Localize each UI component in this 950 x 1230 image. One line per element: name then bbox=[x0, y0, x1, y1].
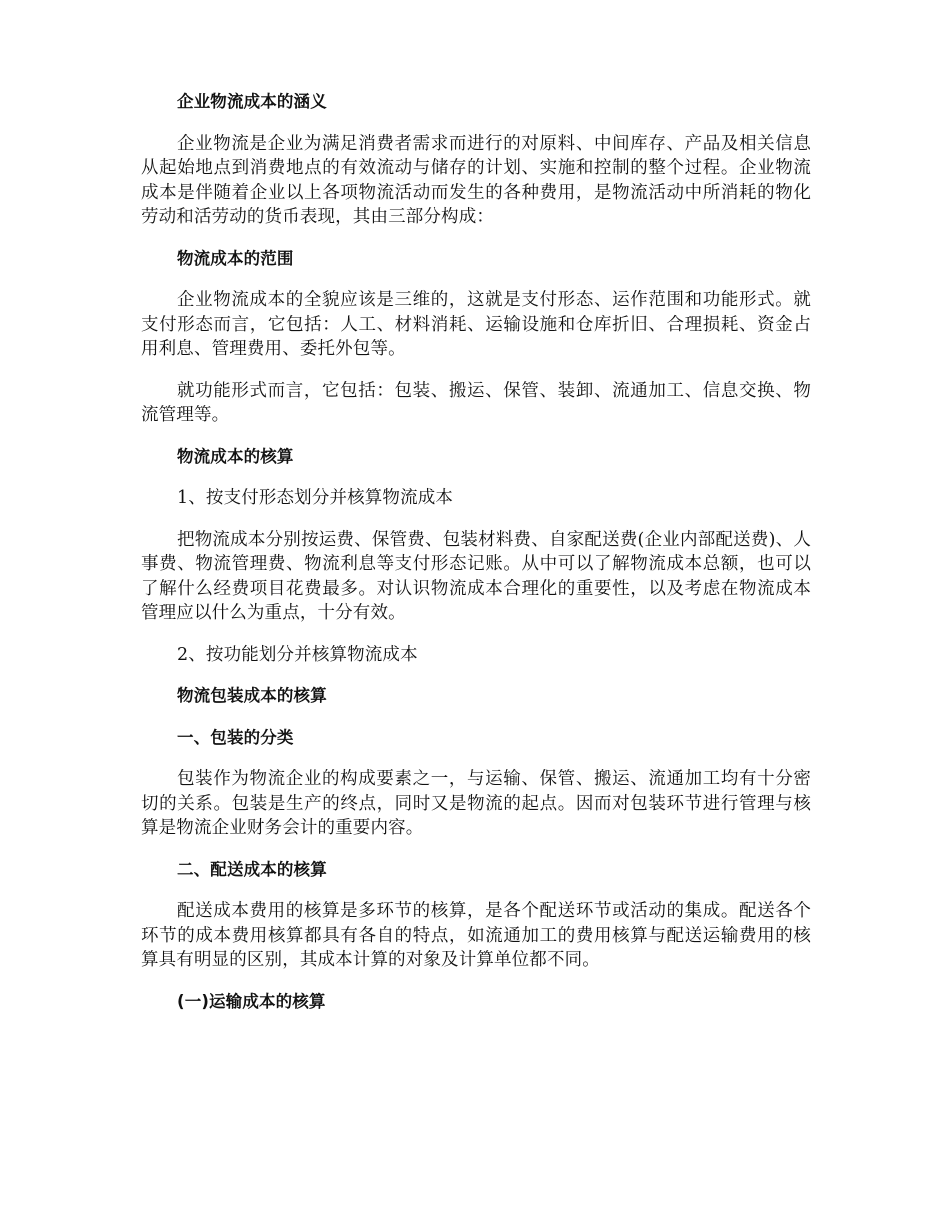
paragraph-logistics-cost-definition: 企业物流是企业为满足消费者需求而进行的对原料、中间库存、产品及相关信息从起始地点到消费地点的有效流动与储存的计划、实施和控制的整个过程。企业物流成本是伴随着企业以上各项物流活动而发生的各种费用，是物流活动中所消耗的物化劳动和活劳动的货币表现，其由三部分构成： bbox=[141, 133, 811, 227]
paragraph-method-2: 2、按功能划分并核算物流成本 bbox=[177, 644, 418, 665]
heading-logistics-cost-accounting: 物流成本的核算 bbox=[177, 446, 294, 466]
heading-packaging-cost-accounting: 物流包装成本的核算 bbox=[177, 686, 327, 705]
document-body bbox=[141, 90, 811, 1031]
paragraph-distribution-cost: 配送成本费用的核算是多环节的核算，是各个配送环节或活动的集成。配送各个环节的成本费用核算都具有各自的特点，如流通加工的费用核算与配送运输费用的核算具有明显的区别，其成本计算的对象及计算单位都不同。 bbox=[141, 901, 811, 970]
paragraph-packaging: 包装作为物流企业的构成要素之一，与运输、保管、搬运、流通加工均有十分密切的关系。包装是生产的终点，同时又是物流的起点。因而对包装环节进行管理与核算是物流企业财务会计的重要内容。 bbox=[141, 769, 811, 838]
heading-logistics-cost-meaning: 企业物流成本的涵义 bbox=[177, 92, 327, 111]
paragraph-method-1: 1、按支付形态划分并核算物流成本 bbox=[177, 488, 454, 508]
heading-packaging-classification: 一、包装的分类 bbox=[177, 727, 294, 747]
heading-distribution-cost-accounting: 二、配送成本的核算 bbox=[177, 859, 327, 879]
paragraph-functional-forms: 就功能形式而言，它包括：包装、搬运、保管、装卸、流通加工、信息交换、物流管理等。 bbox=[141, 380, 811, 425]
heading-logistics-cost-scope: 物流成本的范围 bbox=[177, 248, 294, 268]
heading-transport-cost-accounting: (一)运输成本的核算 bbox=[177, 991, 326, 1011]
paragraph-cost-dimensions: 企业物流成本的全貌应该是三维的，这就是支付形态、运作范围和功能形式。就支付形态而言，它包括：人工、材料消耗、运输设施和仓库折旧、合理损耗、资金占用利息、管理费用、委托外包等。 bbox=[141, 290, 811, 359]
paragraph-payment-form-accounting: 把物流成本分别按运费、保管费、包装材料费、自家配送费(企业内部配送费)、人事费、物流管理费、物流利息等支付形态记账。从中可以了解物流成本总额，也可以了解什么经费项目花费最多。对认识物流成本合理化的重要性，以及考虑在物流成本管理应以什么为重点，十分有效。 bbox=[141, 529, 811, 623]
